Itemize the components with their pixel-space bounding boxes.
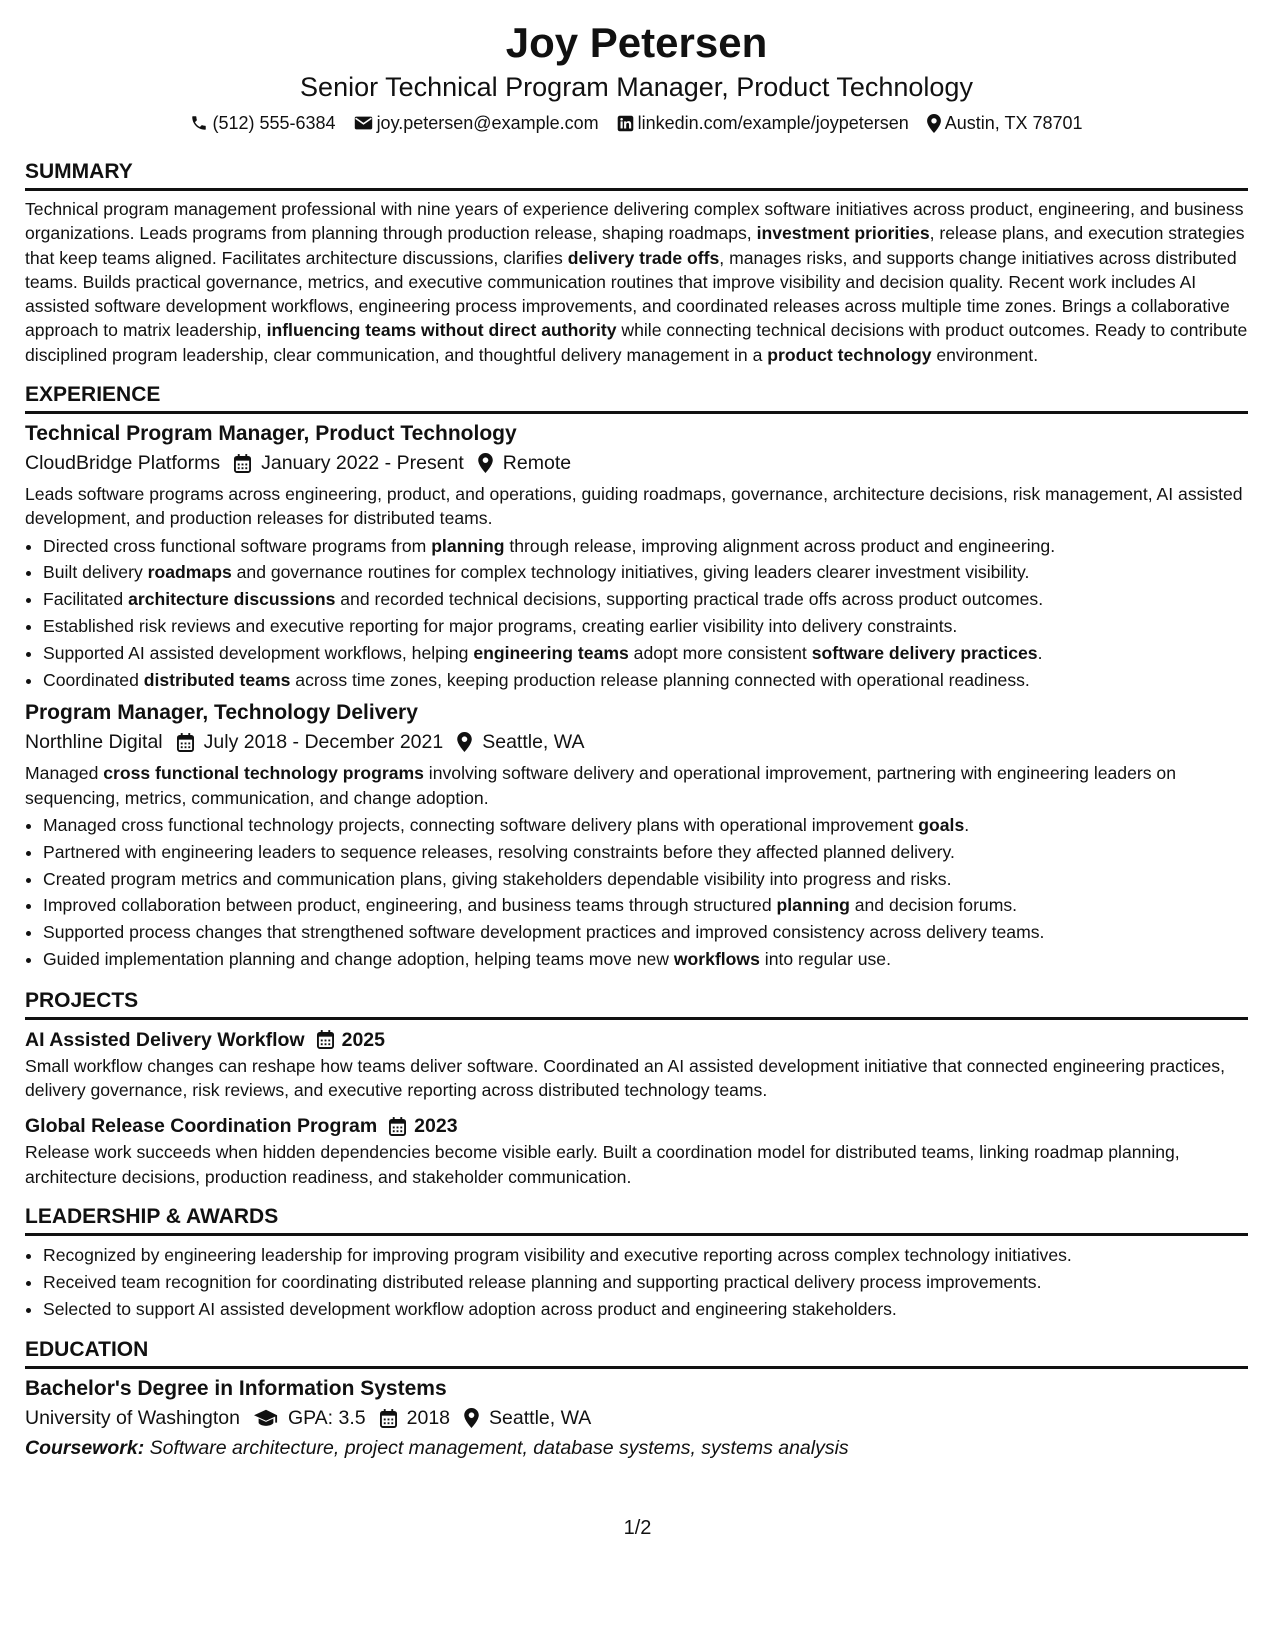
job-company: Northline Digital (25, 731, 163, 754)
bullet-segment: into regular use. (759, 949, 891, 970)
education-meta (25, 1403, 1248, 1433)
bullet-segment-bold: engineering teams (473, 642, 629, 663)
bullet-segment-bold: architecture discussions (128, 589, 336, 610)
coursework-label: Coursework: (25, 1437, 145, 1460)
calendar-icon (234, 454, 251, 473)
map-pin-icon (478, 453, 493, 473)
bullet-segment-bold: planning (431, 535, 505, 556)
contact-phone (190, 110, 335, 136)
list-item (43, 613, 1248, 640)
bullet-segment: Created program metrics and communication plans, giving stakeholders dependable visibility into progress and risks. (43, 868, 952, 889)
bullet-segment-bold: software delivery practices (811, 642, 1038, 663)
bullet-segment: . (964, 815, 970, 836)
job-description-segment-bold: cross functional technology programs (103, 763, 424, 784)
calendar-icon (389, 1117, 406, 1136)
bullet-segment: adopt more consistent (628, 642, 812, 663)
bullet-segment: through release, improving alignment across product and engineering. (504, 535, 1056, 556)
experience-section (25, 381, 1248, 973)
job-company: CloudBridge Platforms (25, 452, 221, 475)
project-name: AI Assisted Delivery Workflow (25, 1028, 305, 1051)
bullet-segment-bold: goals (918, 815, 965, 836)
project-description: Release work succeeds when hidden dependencies become visible early. Built a coordination model for distributed teams, linking roadmap planning, architecture decisions, production readiness, and stakeholder communication. (25, 1142, 1180, 1187)
list-item (43, 812, 1248, 839)
list-item (43, 839, 1248, 866)
gpa: GPA: 3.5 (287, 1407, 366, 1430)
list-item (43, 667, 1248, 694)
graduation-year: 2018 (406, 1407, 451, 1430)
graduation-cap-icon (254, 1409, 278, 1427)
education-section (25, 1336, 1248, 1463)
page-number: 1/2 (623, 1517, 652, 1539)
coursework (25, 1433, 1248, 1463)
summary-segment: environment. (931, 344, 1039, 365)
job-dates: July 2018 - December 2021 (203, 731, 444, 754)
contact-row (25, 110, 1248, 136)
job-description-segment: Leads software programs across engineering, product, and operations, guiding roadmaps, governance, architecture decisions, risk management, AI assisted development, and production releases for distributed teams. (25, 484, 1243, 529)
resume-page (25, 18, 1248, 1463)
calendar-icon (317, 1030, 334, 1049)
bullet-segment-bold: planning (776, 895, 850, 916)
list-item (43, 892, 1248, 919)
map-pin-icon (927, 114, 941, 133)
job-dates: January 2022 - Present (261, 452, 464, 475)
summary-segment-bold: investment priorities (756, 223, 930, 244)
project-title-row (25, 1112, 1248, 1140)
bullet-segment: across time zones, keeping production release planning connected with operational readiness. (290, 669, 1030, 690)
project-name: Global Release Coordination Program (25, 1115, 378, 1138)
job-location: Remote (502, 452, 572, 475)
summary-segment-bold: influencing teams without direct authority (266, 320, 617, 341)
summary-segment: , manages risks, and supports change initiatives across distributed teams. Builds practical governance, metrics, and executive communication routines that improve visibility and decision quality. Recent work includes AI assisted software development workflows, engineering process improvements, and coordinated releases across multiple time zones. Brings a collaborative approach to matrix leadership, (25, 247, 1237, 341)
job-meta (25, 448, 1248, 478)
list-item: • Selected to support AI assisted development workflow adoption across product and engineering stakeholders. (43, 1296, 1248, 1323)
contact-email[interactable] (354, 110, 599, 136)
project-entry (25, 1026, 1248, 1103)
bullet-segment: Directed cross functional software programs from (43, 535, 432, 556)
section-title-experience: EXPERIENCE (25, 381, 1248, 414)
contact-phone-text: (512) 555-6384 (212, 113, 336, 133)
summary-segment: Technical program management professional with nine years of experience delivering complex software initiatives across product, engineering, and business organizations. Leads programs from planning through production release, shaping roadmaps, (25, 199, 1244, 244)
bullet-segment-bold: distributed teams (143, 669, 291, 690)
bullet-segment: and decision forums. (849, 895, 1018, 916)
list-item (43, 586, 1248, 613)
school-location: Seattle, WA (489, 1407, 592, 1430)
project-description: Small workflow changes can reshape how teams deliver software. Coordinated an AI assisted development initiative that connected engineering practices, delivery governance, risk reviews, and executive reporting across distributed technology teams. (25, 1055, 1225, 1101)
summary-segment: , release plans, and execution strategies that keep teams aligned. Facilitates architecture discussions, clarifies (25, 223, 1245, 268)
project-title-row (25, 1026, 1248, 1054)
section-title-leadership: LEADERSHIP & AWARDS (25, 1203, 1248, 1236)
degree-title: Bachelor's Degree in Information Systems (25, 1377, 447, 1401)
bullet-segment: Supported AI assisted development workflows, helping (43, 642, 474, 663)
job-bullets (25, 533, 1248, 694)
bullet-segment: Guided implementation planning and change adoption, helping teams move new (43, 949, 674, 970)
bullet-segment: . (1037, 642, 1043, 663)
project-year: 2025 (341, 1028, 385, 1051)
leadership-section (25, 1203, 1248, 1322)
contact-linkedin[interactable] (617, 110, 909, 136)
section-title-summary: SUMMARY (25, 158, 1248, 191)
contact-email-text[interactable]: joy.petersen@example.com (376, 113, 599, 133)
list-item (43, 946, 1248, 973)
bullet-segment-bold: workflows (673, 949, 760, 970)
envelope-icon (354, 115, 373, 131)
list-item: • Recognized by engineering leadership for improving program visibility and executive reporting across complex technology initiatives. (43, 1242, 1248, 1269)
bullet-segment: Managed cross functional technology projects, connecting software delivery plans with operational improvement (43, 815, 919, 836)
job-location: Seattle, WA (482, 731, 585, 754)
summary-segment-bold: product technology (767, 344, 932, 365)
bullet-segment: Built delivery (43, 562, 148, 583)
summary-text (25, 197, 1248, 367)
candidate-headline: Senior Technical Program Manager, Product Technology (300, 72, 973, 102)
bullet-segment-bold: roadmaps (147, 562, 232, 583)
job-description-segment: Managed (25, 763, 104, 784)
phone-icon (190, 114, 208, 132)
bullet-segment: Improved collaboration between product, engineering, and business teams through structured (43, 895, 777, 916)
bullet-segment: Partnered with engineering leaders to sequence releases, resolving constraints before they affected planned delivery. (43, 841, 955, 862)
summary-segment: while connecting technical decisions with product outcomes. Ready to contribute disciplined program leadership, clear communication, and thoughtful delivery management in a (25, 320, 1248, 365)
list-item (43, 866, 1248, 893)
job-bullets (25, 812, 1248, 973)
calendar-icon (380, 1409, 397, 1428)
bullet-segment: Facilitated (43, 589, 129, 610)
section-title-projects: PROJECTS (25, 987, 1248, 1020)
linkedin-icon (617, 115, 634, 132)
projects-section (25, 987, 1248, 1189)
bullet-segment: Coordinated (43, 669, 144, 690)
bullet-segment: Supported process changes that strengthened software development practices and improved consistency across delivery teams. (43, 922, 1045, 943)
map-pin-icon (457, 732, 472, 752)
bullet-segment: and recorded technical decisions, supporting practical trade offs across product outcomes. (335, 589, 1044, 610)
candidate-name: Joy Petersen (505, 19, 768, 66)
job-title: Technical Program Manager, Product Technology (25, 422, 517, 446)
map-pin-icon (464, 1408, 479, 1428)
bullet-segment: and governance routines for complex technology initiatives, giving leaders clearer investment visibility. (231, 562, 1030, 583)
job-description-segment: involving software delivery and operational improvement, partnering with engineering leaders on sequencing, metrics, communication, and change adoption. (25, 763, 1176, 808)
project-entry (25, 1112, 1248, 1189)
school-name: University of Washington (25, 1407, 240, 1430)
job-title: Program Manager, Technology Delivery (25, 701, 418, 725)
list-item (43, 559, 1248, 586)
calendar-icon (177, 733, 194, 752)
coursework-text: Software architecture, project management, database systems, systems analysis (149, 1437, 849, 1460)
list-item (43, 919, 1248, 946)
job-description (25, 761, 1248, 810)
job-description (25, 482, 1248, 531)
list-item: • Received team recognition for coordinating distributed release planning and supporting practical delivery process improvements. (43, 1269, 1248, 1296)
section-title-education: EDUCATION (25, 1336, 1248, 1369)
job-entry (25, 699, 1248, 972)
contact-location-text: Austin, TX 78701 (944, 113, 1083, 133)
list-item (43, 640, 1248, 667)
list-item (43, 533, 1248, 560)
summary-section (25, 158, 1248, 367)
job-entry (25, 420, 1248, 693)
bullet-segment: Established risk reviews and executive reporting for major programs, creating earlier visibility into delivery constraints. (43, 616, 958, 637)
leadership-bullets (25, 1242, 1248, 1322)
resume-header (25, 18, 1248, 136)
contact-linkedin-text[interactable]: linkedin.com/example/joypetersen (637, 113, 909, 133)
project-year: 2023 (414, 1115, 458, 1138)
contact-location (927, 110, 1083, 136)
job-meta (25, 727, 1248, 757)
summary-segment-bold: delivery trade offs (567, 247, 720, 268)
